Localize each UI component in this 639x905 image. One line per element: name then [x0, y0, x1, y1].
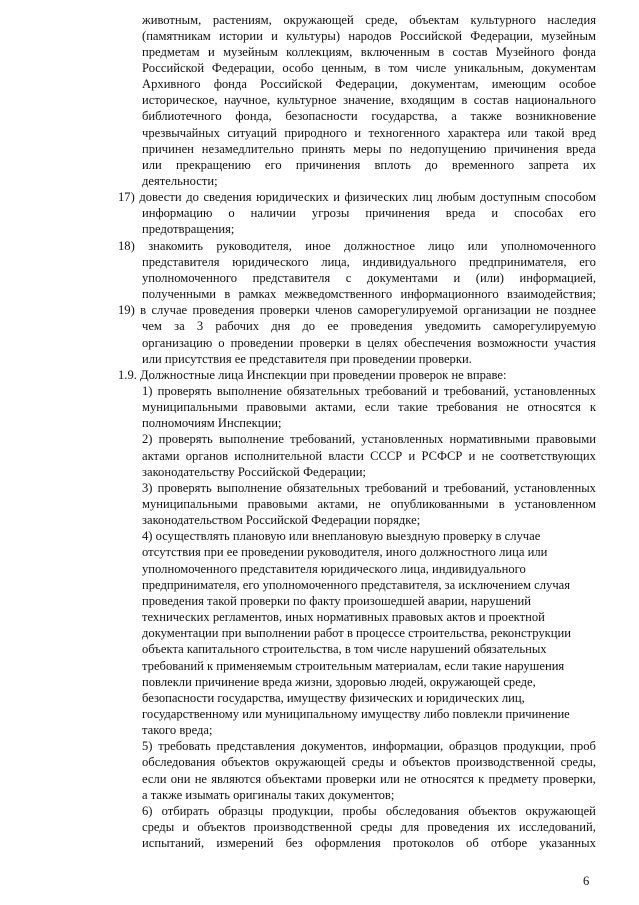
text-line: историческое, научное, культурное значение, входящим в состав национального [142, 93, 596, 108]
text-line: 1) проверять выполнение обязательных требований и требований, установленных [142, 383, 596, 398]
text-line: муниципальными правовыми актами, если такие требования не относятся к [142, 400, 596, 415]
text-line: 18) знакомить руководителя, иное должностное лицо или уполномоченного [118, 238, 596, 253]
text-line: (памятникам истории и культуры) народов Российской Федерации, музейным [142, 28, 596, 43]
text-line: библиотечного фонда, безопасности государства, а также возникновение [142, 109, 596, 124]
text-line: организацию о проведении проверки в целях обеспечения возможности участия [142, 335, 596, 350]
text-line: Российской Федерации, особо ценным, в том числе уникальным, документам [142, 60, 596, 75]
text-line: испытаний, измерений без оформления протоколов об отборе указанных [142, 836, 596, 851]
text-line: уполномоченного представителя с документами и (или) информацией, [142, 270, 596, 285]
text-line: если они не являются объектами проверки или не относятся к предмету проверки, [142, 771, 596, 786]
text-line: документации при выполнении работ в процессе строительства, реконструкции [142, 626, 571, 641]
text-line: а также изымать оригиналы таких документов; [142, 787, 395, 802]
text-line: предотвращения; [142, 222, 235, 237]
text-line: 2) проверять выполнение требований, установленных нормативными правовыми [142, 432, 596, 447]
text-line: обследования объектов окружающей среды и объектов производственной среды, [142, 755, 596, 770]
text-line: полученными в рамках межведомственного информационного взаимодействия; [142, 287, 596, 302]
text-line: чрезвычайных ситуаций природного и техногенного характера или такой вред [142, 125, 596, 140]
text-line: представителя юридического лица, индивидуального предпринимателя, его [142, 254, 596, 269]
text-line: повлекли причинение вреда жизни, здоровью людей, окружающей среде, [142, 674, 536, 689]
text-line: информацию о наличии угрозы причинения вреда и способах его [142, 206, 596, 221]
text-line: деятельности; [142, 174, 218, 188]
text-line: среды и объектов производственной среды для проведения их исследований, [142, 820, 596, 834]
text-line: законодательству Российской Федерации; [142, 464, 367, 479]
text-line: 19) в случае проведения проверки членов саморегулируемой организации не позднее [118, 303, 596, 318]
text-line: или прекращению его причинения вплоть до временного запрета их [142, 157, 596, 172]
text-line: 1.9. Должностные лица Инспекции при проведении проверок не вправе: [118, 367, 507, 382]
page-number: 6 [583, 874, 590, 888]
text-line: животным, растениям, окружающей среде, объектам культурного наследия [142, 12, 596, 27]
text-line: государственному или муниципальному имуществу либо повлекли причинение [142, 706, 570, 721]
text-line: безопасности государства, имуществу физических и юридических лиц, [142, 690, 525, 705]
text-line: полномочиям Инспекции; [142, 416, 282, 431]
text-line: или присутствия ее представителя при проведении проверки. [142, 351, 472, 366]
text-line: причинен незамедлительно принять меры по недопущению причинения вреда [142, 141, 596, 156]
text-line: технических регламентов, иных нормативных правовых актов и проектной [142, 610, 545, 625]
text-line: предметам и музейным коллекциям, включенным в состав Музейного фонда [142, 44, 596, 59]
text-line: 17) довести до сведения юридических и физических лиц любым доступным способом [118, 190, 596, 205]
text-line: требований к применяемым строительным материалам, если такие нарушения [142, 658, 565, 673]
text-line: такого вреда; [142, 723, 213, 738]
text-line: Архивного фонда Российской Федерации, документам, имеющим особое [142, 77, 596, 92]
text-line: объекта капитального строительства, в том числе нарушений обязательных [142, 642, 547, 657]
text-line: чем за 3 рабочих дня до ее проведения уведомить саморегулируемую [142, 319, 596, 334]
text-line: 3) проверять выполнение обязательных требований и требований, установленных [142, 480, 596, 495]
text-line: актами органов исполнительной власти СССР и РСФСР и не соответствующих [142, 448, 596, 463]
text-line: 5) требовать представления документов, информации, образцов продукции, проб [142, 739, 596, 754]
text-line: проведения такой проверки по факту произошедшей аварии, нарушений [142, 593, 531, 608]
text-line: 4) осуществлять плановую или внеплановую выездную проверку в случае [142, 529, 541, 544]
text-line: отсутствия при ее проведении руководителя, иного должностного лица или [142, 545, 548, 560]
text-line: уполномоченного представителя юридического лица, индивидуального [142, 561, 526, 576]
text-line: муниципальными правовыми актами, не опубликованными в установленном [142, 497, 596, 511]
text-line: 6) отбирать образцы продукции, пробы обследования объектов окружающей [142, 803, 596, 818]
text-line: законодательством Российской Федерации порядке; [142, 513, 421, 528]
text-line: предпринимателя, его уполномоченного представителя, за исключением случая [142, 577, 571, 592]
